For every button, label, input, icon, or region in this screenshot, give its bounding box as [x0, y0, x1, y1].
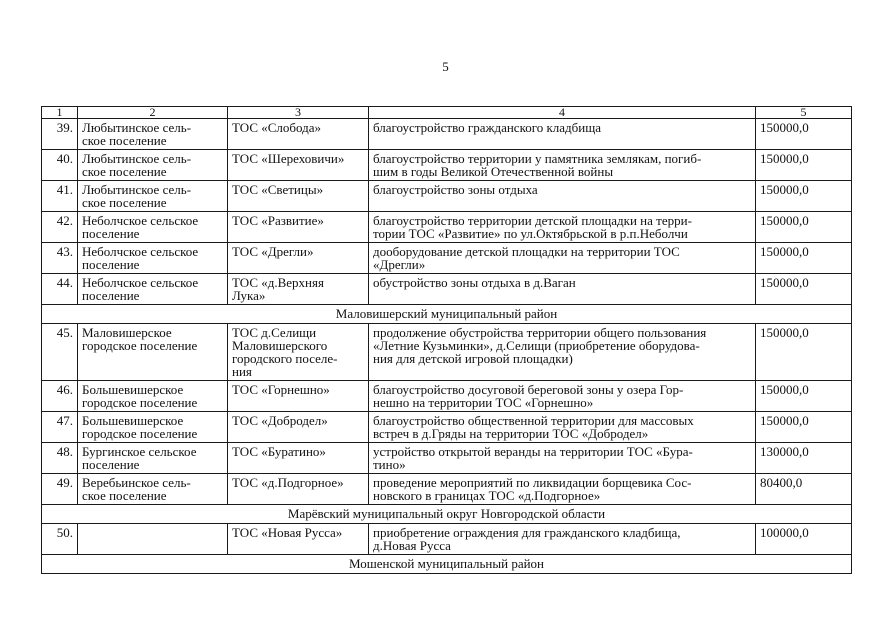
settlement-cell: Любытинское сель- ское поселение: [78, 119, 228, 150]
row-number-cell: 47.: [42, 412, 78, 443]
row-number-cell: 39.: [42, 119, 78, 150]
project-description-cell: благоустройство досуговой береговой зоны у озера Гор- нешно на территории ТОС «Горнешно»: [369, 381, 756, 412]
amount-cell: 150000,0: [756, 274, 852, 305]
amount-cell: 150000,0: [756, 324, 852, 381]
settlement-cell: Большевишерское городское поселение: [78, 412, 228, 443]
project-description-cell: устройство открытой веранды на территории ТОС «Бура- тино»: [369, 443, 756, 474]
tos-name-cell: ТОС «Развитие»: [228, 212, 369, 243]
project-description-cell: благоустройство гражданского кладбища: [369, 119, 756, 150]
column-header-2: 2: [78, 107, 228, 119]
amount-cell: 130000,0: [756, 443, 852, 474]
table-row: [42, 181, 852, 212]
settlement-cell: Бургинское сельское поселение: [78, 443, 228, 474]
amount-cell: 150000,0: [756, 181, 852, 212]
amount-cell: 80400,0: [756, 474, 852, 505]
amount-cell: 150000,0: [756, 119, 852, 150]
row-number-cell: 43.: [42, 243, 78, 274]
row-number-cell: 48.: [42, 443, 78, 474]
district-row: [42, 505, 852, 524]
tos-name-cell: ТОС «Буратино»: [228, 443, 369, 474]
project-description-cell: благоустройство территории детской площадки на терри- тории ТОС «Развитие» по ул.Октябрьской в р.п.Неболчи: [369, 212, 756, 243]
amount-cell: 150000,0: [756, 212, 852, 243]
tos-name-cell: ТОС «Светицы»: [228, 181, 369, 212]
district-row: [42, 305, 852, 324]
table-row: [42, 443, 852, 474]
settlement-cell: Неболчское сельское поселение: [78, 212, 228, 243]
district-title: Мошенской муниципальный район: [42, 555, 852, 574]
row-number-cell: 45.: [42, 324, 78, 381]
project-description-cell: обустройство зоны отдыха в д.Ваган: [369, 274, 756, 305]
page-number: 5: [442, 59, 449, 74]
project-description-cell: продолжение обустройства территории общего пользования «Летние Кузьминки», д.Селищи (приобретение оборудова- ния для детской игровой площадки): [369, 324, 756, 381]
amount-cell: 150000,0: [756, 381, 852, 412]
settlement-cell: Неболчское сельское поселение: [78, 243, 228, 274]
table-row: [42, 150, 852, 181]
amount-cell: 150000,0: [756, 412, 852, 443]
project-description-cell: проведение мероприятий по ликвидации борщевика Сос- новского в границах ТОС «д.Подгорное»: [369, 474, 756, 505]
tos-name-cell: ТОС «Горнешно»: [228, 381, 369, 412]
column-number-header-row: [42, 107, 852, 119]
tos-name-cell: ТОС «Новая Русса»: [228, 524, 369, 555]
grants-table: [41, 106, 852, 574]
amount-cell: 100000,0: [756, 524, 852, 555]
project-description-cell: дооборудование детской площадки на территории ТОС «Дрегли»: [369, 243, 756, 274]
settlement-cell: Любытинское сель- ское поселение: [78, 150, 228, 181]
table-row: [42, 474, 852, 505]
row-number-cell: 41.: [42, 181, 78, 212]
tos-name-cell: ТОС «Слобода»: [228, 119, 369, 150]
project-description-cell: благоустройство территории у памятника землякам, погиб- шим в годы Великой Отечественной войны: [369, 150, 756, 181]
project-description-cell: приобретение ограждения для гражданского кладбища, д.Новая Русса: [369, 524, 756, 555]
table-row: [42, 212, 852, 243]
column-header-3: 3: [228, 107, 369, 119]
district-title: Маловишерский муниципальный район: [42, 305, 852, 324]
tos-name-cell: ТОС «Дрегли»: [228, 243, 369, 274]
tos-name-cell: ТОС «д.Подгорное»: [228, 474, 369, 505]
settlement-cell: Любытинское сель- ское поселение: [78, 181, 228, 212]
settlement-cell: Большевишерское городское поселение: [78, 381, 228, 412]
settlement-cell: Веребьинское сель- ское поселение: [78, 474, 228, 505]
settlement-cell: Неболчское сельское поселение: [78, 274, 228, 305]
district-row: [42, 555, 852, 574]
row-number-cell: 50.: [42, 524, 78, 555]
table-row: [42, 243, 852, 274]
row-number-cell: 42.: [42, 212, 78, 243]
table-row: [42, 274, 852, 305]
table-row: [42, 119, 852, 150]
row-number-cell: 46.: [42, 381, 78, 412]
table-row: [42, 324, 852, 381]
project-description-cell: благоустройство зоны отдыха: [369, 181, 756, 212]
column-header-1: 1: [42, 107, 78, 119]
row-number-cell: 49.: [42, 474, 78, 505]
tos-name-cell: ТОС «д.Верхняя Лука»: [228, 274, 369, 305]
column-header-5: 5: [756, 107, 852, 119]
settlement-cell: Маловишерское городское поселение: [78, 324, 228, 381]
row-number-cell: 40.: [42, 150, 78, 181]
amount-cell: 150000,0: [756, 150, 852, 181]
district-title: Марёвский муниципальный округ Новгородской области: [42, 505, 852, 524]
column-header-4: 4: [369, 107, 756, 119]
row-number-cell: 44.: [42, 274, 78, 305]
settlement-cell: [78, 524, 228, 555]
table-row: [42, 524, 852, 555]
table-row: [42, 412, 852, 443]
amount-cell: 150000,0: [756, 243, 852, 274]
table-row: [42, 381, 852, 412]
tos-name-cell: ТОС «Добродел»: [228, 412, 369, 443]
tos-name-cell: ТОС «Шереховичи»: [228, 150, 369, 181]
tos-name-cell: ТОС д.Селищи Маловишерского городского поселе- ния: [228, 324, 369, 381]
project-description-cell: благоустройство общественной территории для массовых встреч в д.Гряды на территории ТОС «Добродел»: [369, 412, 756, 443]
